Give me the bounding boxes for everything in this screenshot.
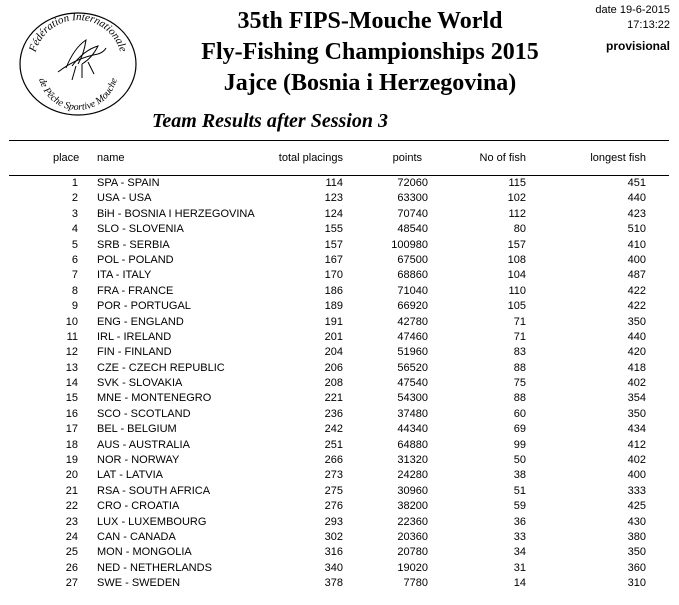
cell-place: 24 (65, 530, 78, 543)
cell-total-placings: 208 (324, 377, 343, 390)
cell-longest-fish: 422 (627, 300, 646, 313)
cell-name: ITA - ITALY (97, 269, 152, 282)
cell-points: 47540 (397, 377, 428, 390)
table-row (0, 207, 679, 222)
cell-longest-fish: 400 (627, 469, 646, 482)
cell-longest-fish: 434 (627, 423, 646, 436)
table-row (0, 330, 679, 345)
table-row (0, 345, 679, 360)
cell-place: 25 (65, 546, 78, 559)
cell-name: SCO - SCOTLAND (97, 407, 191, 420)
cell-name: AUS - AUSTRALIA (97, 438, 190, 451)
cell-longest-fish: 402 (627, 454, 646, 467)
table-row (0, 284, 679, 299)
cell-total-placings: 167 (324, 253, 343, 266)
cell-no-of-fish: 88 (513, 361, 526, 374)
table-row (0, 576, 679, 591)
header-no-of-fish: No of fish (479, 152, 526, 164)
cell-points: 66920 (397, 300, 428, 313)
cell-place: 13 (65, 361, 78, 374)
cell-total-placings: 201 (324, 330, 343, 343)
cell-name: SRB - SERBIA (97, 238, 170, 251)
fly-icon (58, 40, 106, 80)
cell-name: CZE - CZECH REPUBLIC (97, 361, 225, 374)
cell-total-placings: 273 (324, 469, 343, 482)
cell-longest-fish: 354 (627, 392, 646, 405)
cell-no-of-fish: 36 (513, 515, 526, 528)
table-row (0, 176, 679, 191)
cell-longest-fish: 333 (627, 484, 646, 497)
cell-total-placings: 236 (324, 407, 343, 420)
cell-total-placings: 157 (324, 238, 343, 251)
cell-longest-fish: 350 (627, 407, 646, 420)
cell-longest-fish: 360 (627, 561, 646, 574)
report-date: date 19-6-2015 (595, 4, 670, 16)
cell-place: 27 (65, 577, 78, 590)
header-longest-fish: longest fish (590, 152, 646, 164)
cell-total-placings: 221 (324, 392, 343, 405)
cell-points: 44340 (397, 423, 428, 436)
cell-place: 8 (71, 284, 78, 297)
cell-name: LUX - LUXEMBOURG (97, 515, 207, 528)
cell-points: 67500 (397, 253, 428, 266)
cell-name: MON - MONGOLIA (97, 546, 192, 559)
table-row (0, 515, 679, 530)
header-place: place (53, 152, 80, 164)
cell-place: 6 (71, 253, 78, 266)
cell-points: 48540 (397, 223, 428, 236)
cell-total-placings: 242 (324, 423, 343, 436)
table-row (0, 376, 679, 391)
table-row (0, 391, 679, 406)
page-title (150, 6, 590, 99)
cell-name: SPA - SPAIN (97, 177, 160, 189)
cell-name: SLO - SLOVENIA (97, 223, 184, 236)
cell-points: 31320 (397, 454, 428, 467)
cell-total-placings: 204 (324, 346, 343, 359)
cell-points: 54300 (397, 392, 428, 405)
cell-points: 19020 (397, 561, 428, 574)
cell-name: SWE - SWEDEN (97, 577, 181, 590)
cell-place: 14 (65, 377, 78, 390)
cell-no-of-fish: 60 (513, 407, 526, 420)
cell-no-of-fish: 115 (508, 177, 526, 189)
cell-total-placings: 155 (324, 223, 343, 236)
table-row (0, 253, 679, 268)
table-row (0, 407, 679, 422)
cell-total-placings: 302 (324, 530, 343, 543)
cell-place: 5 (71, 238, 78, 251)
results-subtitle: Team Results after Session 3 (152, 110, 388, 132)
cell-no-of-fish: 88 (513, 392, 526, 405)
cell-points: 71040 (397, 284, 428, 297)
report-meta (595, 3, 670, 54)
cell-place: 23 (65, 515, 78, 528)
cell-place: 19 (65, 454, 78, 467)
cell-longest-fish: 423 (627, 207, 646, 220)
cell-longest-fish: 440 (627, 330, 646, 343)
table-row (0, 545, 679, 560)
cell-no-of-fish: 75 (513, 377, 526, 390)
table-row (0, 315, 679, 330)
cell-total-placings: 266 (324, 454, 343, 467)
cell-longest-fish: 418 (627, 361, 646, 374)
cell-name: POL - POLAND (97, 253, 174, 266)
cell-points: 20780 (397, 546, 428, 559)
table-row (0, 499, 679, 514)
cell-points: 37480 (397, 407, 428, 420)
cell-no-of-fish: 71 (513, 315, 526, 328)
cell-name: CAN - CANADA (97, 530, 176, 543)
table-row (0, 361, 679, 376)
cell-name: POR - PORTUGAL (97, 300, 191, 313)
logo-text-top: Fédération Internationale (26, 10, 130, 54)
cell-name: CRO - CROATIA (97, 500, 180, 513)
cell-longest-fish: 440 (627, 192, 646, 205)
cell-total-placings: 251 (324, 438, 343, 451)
cell-name: MNE - MONTENEGRO (97, 392, 212, 405)
cell-points: 70740 (397, 207, 428, 220)
cell-no-of-fish: 50 (513, 454, 526, 467)
title-line-2: Fly-Fishing Championships 2015 (201, 39, 539, 65)
cell-place: 16 (65, 407, 78, 420)
table-row (0, 561, 679, 576)
cell-name: USA - USA (97, 192, 152, 205)
cell-points: 100980 (391, 238, 428, 251)
cell-points: 56520 (397, 361, 428, 374)
cell-name: NOR - NORWAY (97, 454, 180, 467)
cell-no-of-fish: 112 (508, 207, 526, 220)
header-points: points (392, 152, 422, 164)
cell-total-placings: 275 (324, 484, 343, 497)
cell-no-of-fish: 110 (508, 284, 526, 297)
cell-place: 12 (65, 346, 78, 359)
cell-place: 11 (66, 330, 78, 343)
cell-points: 72060 (397, 177, 428, 189)
cell-longest-fish: 410 (627, 238, 646, 251)
cell-place: 10 (65, 315, 78, 328)
table-row (0, 484, 679, 499)
cell-longest-fish: 425 (627, 500, 646, 513)
cell-total-placings: 186 (324, 284, 343, 297)
cell-longest-fish: 402 (627, 377, 646, 390)
cell-place: 4 (71, 223, 78, 236)
cell-no-of-fish: 102 (507, 192, 526, 205)
cell-longest-fish: 422 (627, 284, 646, 297)
logo-text-bottom: de Pêche Sportive Mouche (36, 76, 120, 114)
cell-place: 15 (65, 392, 78, 405)
table-row (0, 268, 679, 283)
cell-no-of-fish: 59 (513, 500, 526, 513)
table-row (0, 438, 679, 453)
cell-longest-fish: 412 (627, 438, 646, 451)
table-row (0, 191, 679, 206)
cell-place: 9 (71, 300, 78, 313)
cell-total-placings: 316 (324, 546, 343, 559)
cell-total-placings: 189 (324, 300, 343, 313)
fips-mouche-logo (14, 6, 142, 118)
table-row (0, 299, 679, 314)
cell-no-of-fish: 99 (513, 438, 526, 451)
cell-points: 51960 (397, 346, 428, 359)
title-line-1: 35th FIPS-Mouche World (237, 8, 503, 34)
cell-points: 30960 (397, 484, 428, 497)
cell-place: 2 (71, 192, 78, 205)
cell-name: RSA - SOUTH AFRICA (97, 484, 211, 497)
cell-total-placings: 206 (324, 361, 343, 374)
header-total-placings: total placings (278, 152, 343, 164)
cell-place: 20 (65, 469, 78, 482)
cell-no-of-fish: 51 (513, 484, 526, 497)
cell-name: IRL - IRELAND (97, 330, 172, 343)
cell-total-placings: 293 (324, 515, 343, 528)
cell-total-placings: 124 (324, 207, 343, 220)
cell-points: 68860 (397, 269, 428, 282)
cell-points: 38200 (397, 500, 428, 513)
cell-longest-fish: 350 (627, 546, 646, 559)
table-row (0, 238, 679, 253)
table-row (0, 530, 679, 545)
cell-name: ENG - ENGLAND (97, 315, 184, 328)
status-label: provisional (605, 39, 670, 53)
cell-longest-fish: 451 (627, 177, 646, 189)
cell-no-of-fish: 34 (513, 546, 526, 559)
cell-points: 64880 (397, 438, 428, 451)
cell-name: BiH - BOSNIA I HERZEGOVINA (97, 207, 255, 220)
title-line-3: Jajce (Bosnia i Herzegovina) (223, 70, 517, 96)
cell-name: LAT - LATVIA (97, 469, 164, 482)
cell-place: 7 (71, 269, 78, 282)
cell-name: FIN - FINLAND (97, 346, 172, 359)
cell-place: 26 (65, 561, 78, 574)
cell-points: 7780 (403, 577, 428, 590)
cell-place: 3 (71, 207, 78, 220)
cell-total-placings: 170 (324, 269, 343, 282)
cell-longest-fish: 310 (627, 577, 646, 590)
cell-points: 63300 (397, 192, 428, 205)
cell-no-of-fish: 108 (507, 253, 526, 266)
cell-no-of-fish: 80 (513, 223, 526, 236)
cell-no-of-fish: 69 (513, 423, 526, 436)
cell-place: 18 (65, 438, 78, 451)
cell-points: 24280 (397, 469, 428, 482)
table-row (0, 468, 679, 483)
cell-no-of-fish: 83 (513, 346, 526, 359)
cell-no-of-fish: 157 (507, 238, 526, 251)
cell-points: 22360 (397, 515, 428, 528)
cell-name: NED - NETHERLANDS (97, 561, 212, 574)
cell-longest-fish: 487 (627, 269, 646, 282)
cell-longest-fish: 420 (627, 346, 646, 359)
cell-no-of-fish: 14 (513, 577, 526, 590)
cell-longest-fish: 400 (627, 253, 646, 266)
cell-place: 1 (71, 177, 78, 189)
cell-no-of-fish: 105 (507, 300, 526, 313)
cell-points: 20360 (397, 530, 428, 543)
cell-points: 42780 (397, 315, 428, 328)
cell-total-placings: 191 (324, 315, 343, 328)
table-row (0, 453, 679, 468)
cell-place: 21 (65, 484, 78, 497)
cell-place: 17 (65, 423, 78, 436)
cell-longest-fish: 380 (627, 530, 646, 543)
table-row (0, 222, 679, 237)
cell-name: BEL - BELGIUM (97, 423, 177, 436)
cell-no-of-fish: 38 (513, 469, 526, 482)
cell-name: FRA - FRANCE (97, 284, 174, 297)
cell-no-of-fish: 33 (513, 530, 526, 543)
cell-no-of-fish: 31 (513, 561, 526, 574)
cell-longest-fish: 430 (627, 515, 646, 528)
cell-no-of-fish: 104 (507, 269, 526, 282)
results-table-body (0, 176, 679, 592)
cell-total-placings: 123 (324, 192, 343, 205)
header-name: name (97, 152, 125, 164)
cell-total-placings: 340 (324, 561, 343, 574)
report-time: 17:13:22 (627, 19, 670, 31)
cell-total-placings: 378 (324, 577, 343, 590)
cell-name: SVK - SLOVAKIA (97, 377, 183, 390)
cell-longest-fish: 510 (627, 223, 646, 236)
cell-points: 47460 (397, 330, 428, 343)
cell-place: 22 (65, 500, 78, 513)
cell-longest-fish: 350 (627, 315, 646, 328)
cell-total-placings: 276 (324, 500, 343, 513)
table-row (0, 422, 679, 437)
cell-no-of-fish: 71 (513, 330, 526, 343)
cell-total-placings: 114 (325, 177, 343, 189)
